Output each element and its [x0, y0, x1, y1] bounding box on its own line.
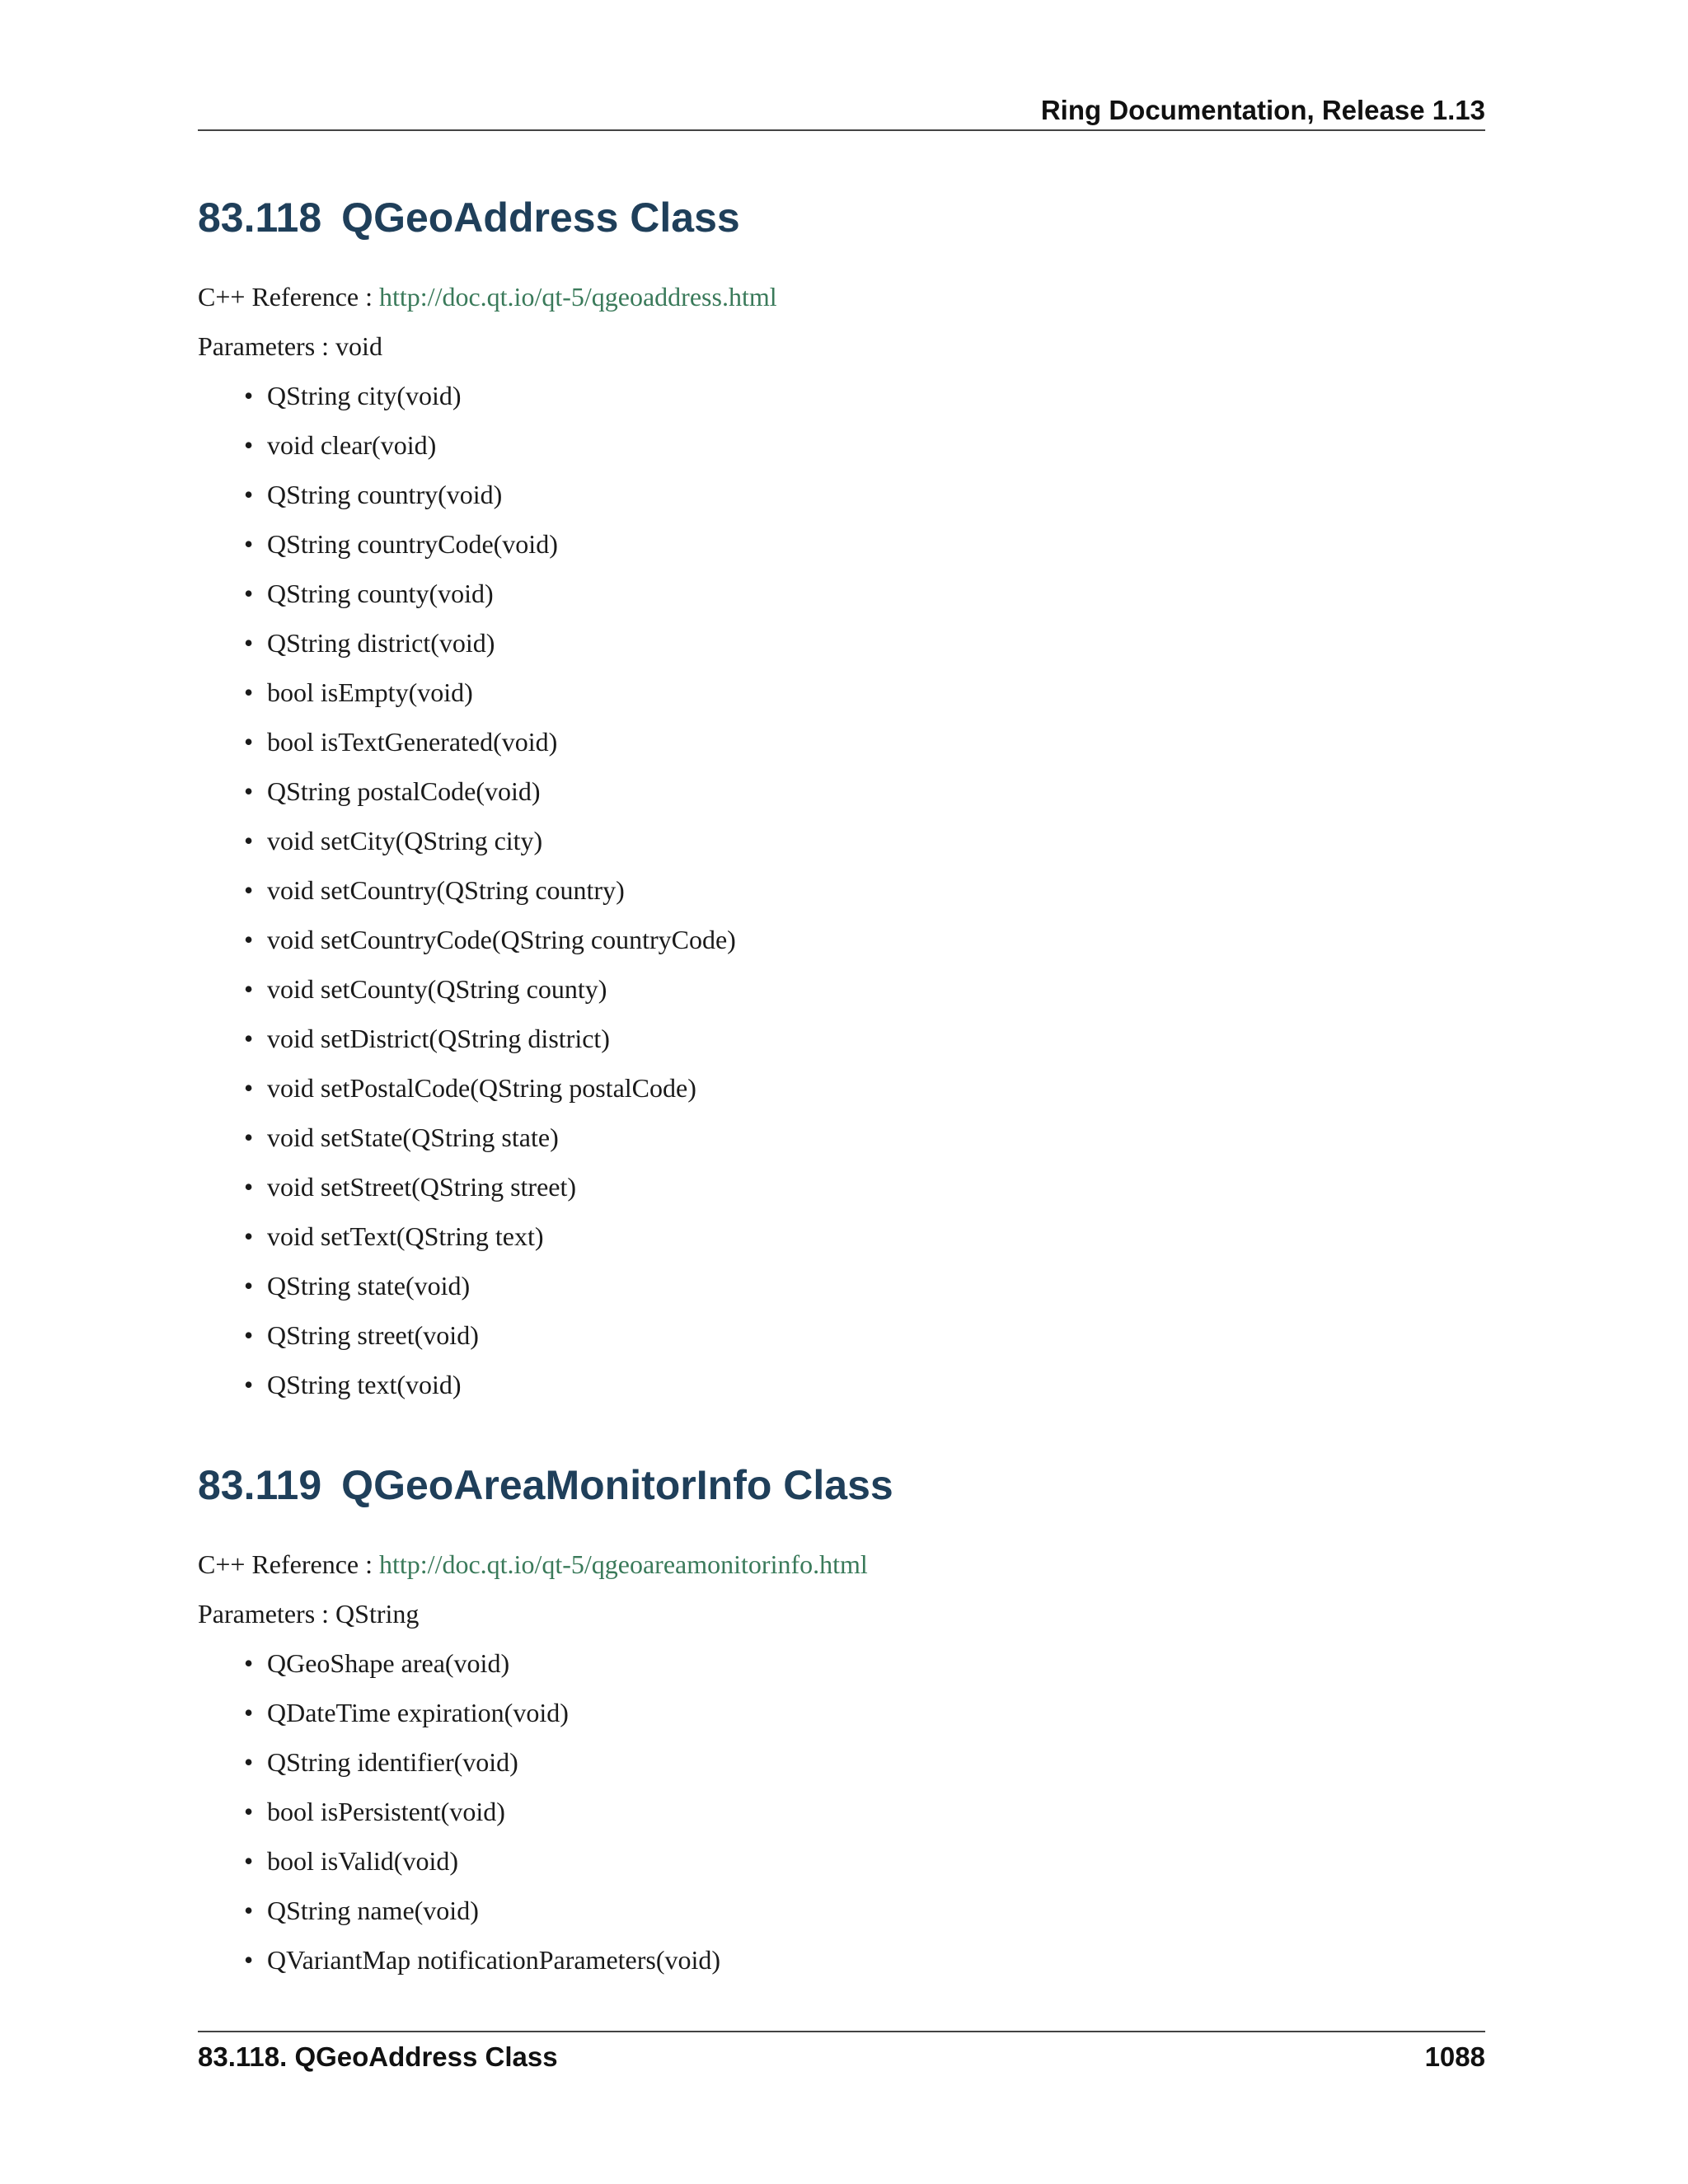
method-list	[198, 371, 1485, 1409]
method-item: • QString state(void)	[244, 1261, 1485, 1310]
method-item: • QDateTime expiration(void)	[244, 1688, 1485, 1737]
parameters: Parameters : QString	[198, 1599, 420, 1629]
method-list	[198, 1638, 1485, 1985]
method-item: • void setStreet(QString street)	[244, 1162, 1485, 1212]
method-item: • QString district(void)	[244, 618, 1485, 668]
method-item: • void setCountry(QString country)	[244, 865, 1485, 915]
method-item: • bool isEmpty(void)	[244, 668, 1485, 717]
cpp-reference-label: C++ Reference :	[198, 282, 379, 312]
section-title-text: QGeoAreaMonitorInfo Class	[341, 1462, 893, 1508]
method-item: • void setPostalCode(QString postalCode)	[244, 1063, 1485, 1113]
method-item: • bool isTextGenerated(void)	[244, 717, 1485, 766]
cpp-reference	[198, 1540, 1485, 1589]
section-number: 83.118	[198, 194, 322, 241]
method-item: • bool isValid(void)	[244, 1836, 1485, 1886]
method-item: • QString postalCode(void)	[244, 766, 1485, 816]
method-item: • void setCity(QString city)	[244, 816, 1485, 865]
method-item: • void setCounty(QString county)	[244, 964, 1485, 1014]
method-item: • QVariantMap notificationParameters(void)	[244, 1935, 1485, 1985]
cpp-reference	[198, 272, 1485, 321]
method-item: • void clear(void)	[244, 420, 1485, 470]
method-item: • QString street(void)	[244, 1310, 1485, 1360]
method-item: • QString county(void)	[244, 569, 1485, 618]
section-title	[198, 191, 1485, 244]
method-item: • void setDistrict(QString district)	[244, 1014, 1485, 1063]
method-item: • bool isPersistent(void)	[244, 1787, 1485, 1836]
section-qgeoaddress	[198, 191, 1485, 1409]
section-qgeoareamonitorinfo	[198, 1459, 1485, 1985]
method-item: • void setText(QString text)	[244, 1212, 1485, 1261]
header-rule	[198, 129, 1485, 131]
section-title-text: QGeoAddress Class	[341, 194, 740, 241]
running-header: Ring Documentation, Release 1.13	[1040, 95, 1485, 125]
method-item: • QString country(void)	[244, 470, 1485, 519]
section-title	[198, 1459, 1485, 1511]
method-item: • void setCountryCode(QString countryCode)	[244, 915, 1485, 964]
page-number: 1088	[1424, 2041, 1485, 2072]
section-number: 83.119	[198, 1462, 322, 1508]
footer	[198, 2039, 1485, 2075]
cpp-reference-label: C++ Reference :	[198, 1549, 379, 1579]
cpp-reference-link[interactable]: http://doc.qt.io/qt-5/qgeoareamonitorinfo.html	[379, 1549, 868, 1579]
method-item: • QGeoShape area(void)	[244, 1638, 1485, 1688]
method-item: • QString city(void)	[244, 371, 1485, 420]
method-item: • QString text(void)	[244, 1360, 1485, 1409]
method-item: • QString countryCode(void)	[244, 519, 1485, 569]
parameters: Parameters : void	[198, 331, 382, 361]
method-item: • QString identifier(void)	[244, 1737, 1485, 1787]
method-item: • QString name(void)	[244, 1886, 1485, 1935]
footer-rule	[198, 2031, 1485, 2032]
method-item: • void setState(QString state)	[244, 1113, 1485, 1162]
cpp-reference-link[interactable]: http://doc.qt.io/qt-5/qgeoaddress.html	[379, 282, 777, 312]
footer-section-label: 83.118. QGeoAddress Class	[198, 2041, 558, 2072]
